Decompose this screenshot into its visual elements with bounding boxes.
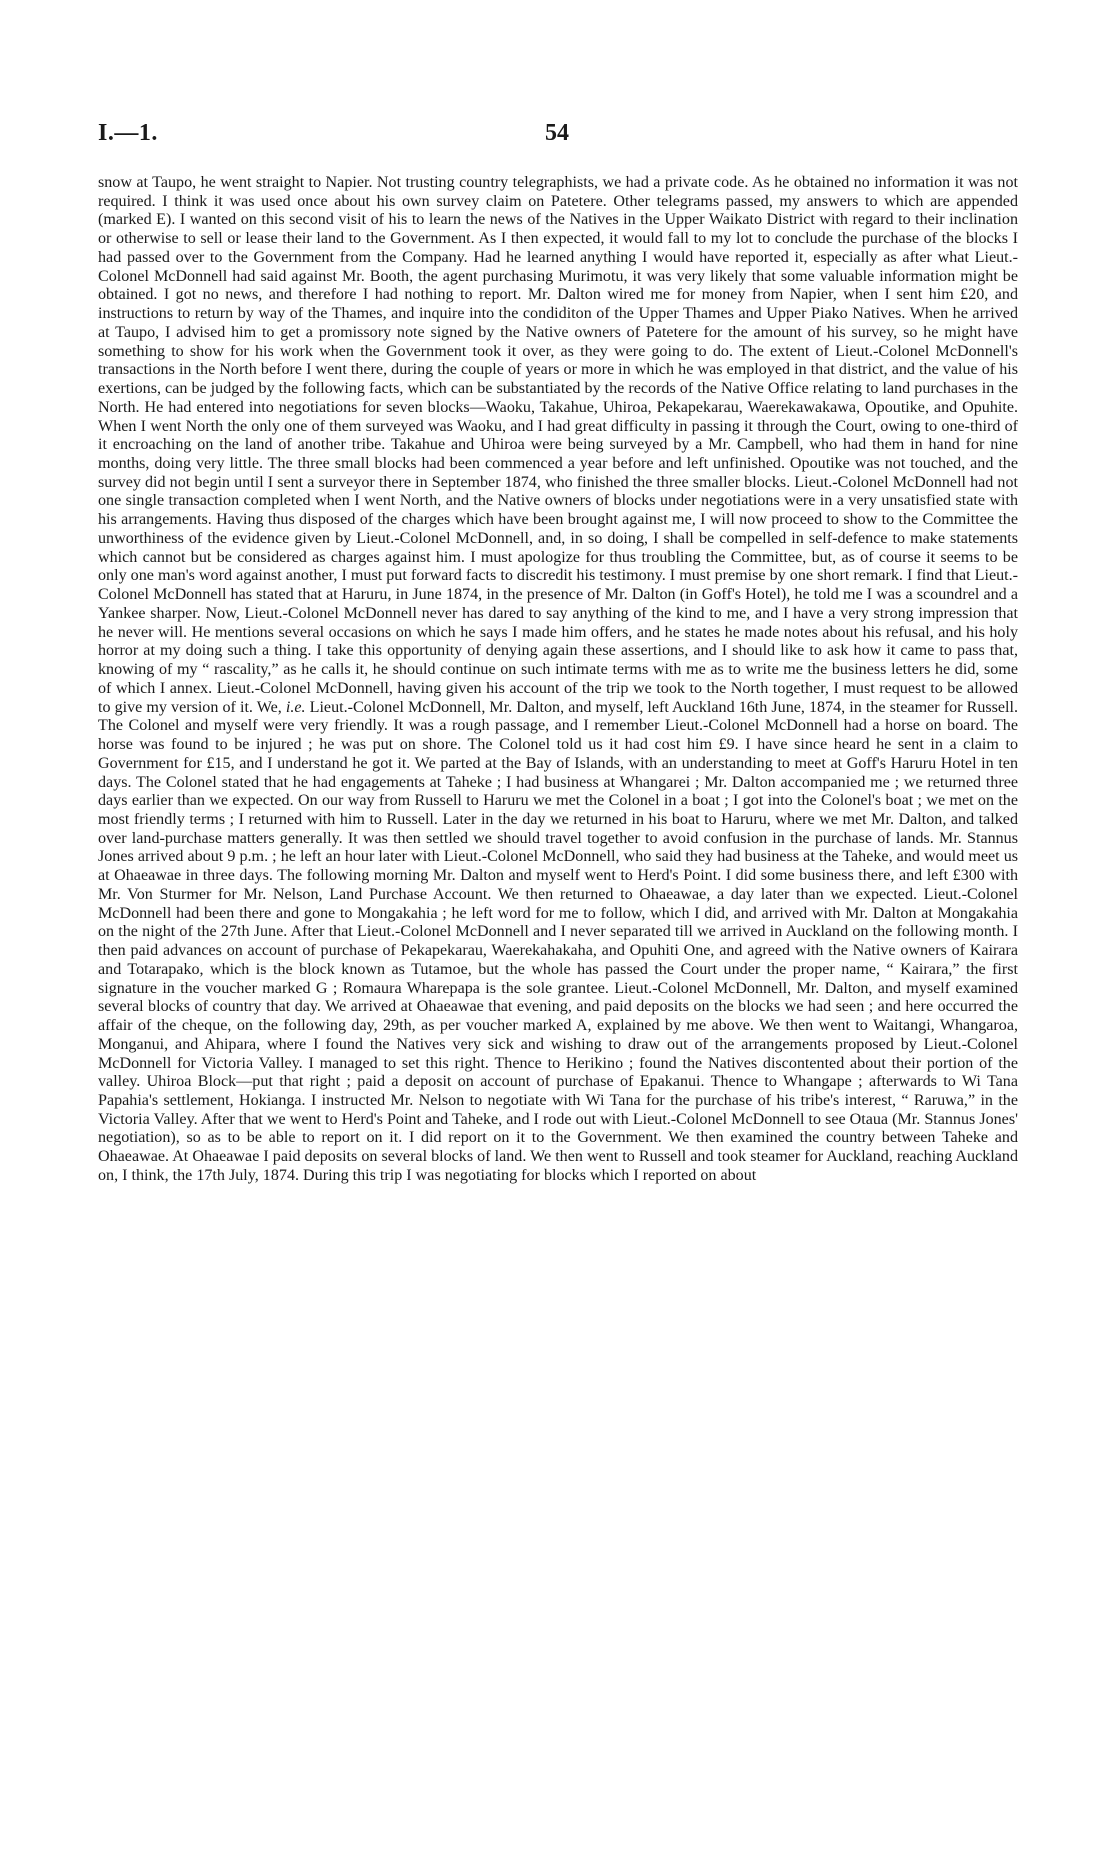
page-number: 54 (545, 120, 569, 146)
body-paragraph (98, 174, 1018, 1186)
body-text-part-2: Lieut.-Colonel McDonnell, Mr. Dalton, and myself, left Auckland 16th June, 1874, in the steamer for Russell. The Colonel and myself were very friendly. It was a rough passage, and I remember Lieut.-Colonel McDonnell had a horse on board. The horse was found to be injured ; he was put on shore. The Colonel told us it had cost him £9. I have since heard he sent in a claim to Government for £15, and I understand he got it. We parted at the Bay of Islands, with an understanding to meet at Goff's Haruru Hotel in ten days. The Colonel stated that he had engagements at Taheke ; I had business at Whangarei ; Mr. Dalton accompanied me ; we returned three days earlier than we expected. On our way from Russell to Haruru we met the Colonel in a boat ; I got into the Colonel's boat ; we met on the most friendly terms ; I returned with him to Russell. Later in the day we returned in his boat to Haruru, where we met Mr. Dalton, and talked over land-purchase matters generally. It was then settled we should travel together to avoid confusion in the purchase of lands. Mr. Stannus Jones arrived about 9 p.m. ; he left an hour later with Lieut.-Colonel McDonnell, who said they had business at the Taheke, and would meet us at Ohaeawae in three days. The following morning Mr. Dalton and myself went to Herd's Point. I did some business there, and left £300 with Mr. Von Sturmer for Mr. Nelson, Land Purchase Account. We then returned to Ohaeawae, a day later than we expected. Lieut.-Colonel McDonnell had been there and gone to Mongakahia ; he left word for me to follow, which I did, and arrived with Mr. Dalton at Mongakahia on the night of the 27th June. After that Lieut.-Colonel McDonnell and I never separated till we arrived in Auckland on the following month. I then paid advances on account of purchase of Pekapekarau, Waerekahakaha, and Opuhiti One, and agreed with the Native owners of Kairara and Totarapako, which is the block known as Tutamoe, but the whole has passed the Court under the proper name, “ Kairara,” the first signature in the voucher marked G ; Romaura Wharepapa is the sole grantee. Lieut.-Colonel McDonnell, Mr. Dalton, and myself examined several blocks of country that day. We arrived at Ohaeawae that evening, and paid deposits on the blocks we had seen ; and here occurred the affair of the cheque, on the following day, 29th, as per voucher marked A, explained by me above. We then went to Waitangi, Whangaroa, Monganui, and Ahipara, where I found the Natives very sick and wishing to draw out of the arrangements proposed by Lieut.-Colonel McDonnell for Victoria Valley. I managed to set this right. Thence to Herikino ; found the Natives discontented about their portion of the valley. Uhiroa Block—put that right ; paid a deposit on account of purchase of Epakanui. Thence to Whangape ; afterwards to Wi Tana Papahia's settlement, Hokianga. I instructed Mr. Nelson to negotiate with Wi Tana for the purchase of his tribe's interest, “ Raruwa,” in the Victoria Valley. After that we went to Herd's Point and Taheke, and I rode out with Lieut.-Colonel McDonnell to see Otaua (Mr. Stannus Jones' negotiation), so as to be able to report on it. I did report on it to the Government. We then examined the country between Taheke and Ohaeawae. At Ohaeawae I paid deposits on several blocks of land. We then went to Russell and took steamer for Auckland, reaching Auckland on, I think, the 17th July, 1874. During this trip I was negotiating for blocks which I reported on about (98, 698, 1019, 1184)
page-header (98, 120, 1016, 154)
body-text-part-1: snow at Taupo, he went straight to Napier. Not trusting country telegraphists, we had a private code. As he obtained no information it was not required. I think it was used once about his own survey claim on Patetere. Other telegrams passed, my answers to which are appended (marked E). I wanted on this second visit of his to learn the news of the Natives in the Upper Waikato District with regard to their inclination or otherwise to sell or lease their land to the Government. As I then expected, it would fall to my lot to conclude the purchase of the blocks I had passed over to the Government from the Company. Had he learned anything I would have reported it, especially as after what Lieut.-Colonel McDonnell had said against Mr. Booth, the agent purchasing Murimotu, it was very likely that some valuable information might be obtained. I got no news, and therefore I had nothing to report. Mr. Dalton wired me for money from Napier, when I sent him £20, and instructions to return by way of the Thames, and inquire into the condiditon of the Upper Thames and Upper Piako Natives. When he arrived at Taupo, I advised him to get a promissory note signed by the Native owners of Patetere for the amount of his survey, so he might have something to show for his work when the Government took it over, as they were going to do. The extent of Lieut.-Colonel McDonnell's transactions in the North before I went there, during the couple of years or more in which he was employed in that district, and the value of his exertions, can be judged by the following facts, which can be substantiated by the records of the Native Office relating to land purchases in the North. He had entered into negotiations for seven blocks—Waoku, Takahue, Uhiroa, Pekapekarau, Waerekawakawa, Opoutike, and Opuhite. When I went North the only one of them surveyed was Waoku, and I had great difficulty in passing it through the Court, owing to one-third of it encroaching on the land of another tribe. Takahue and Uhiroa were being surveyed by a Mr. Campbell, who had them in hand for nine months, doing very little. The three small blocks had been commenced a year before and left unfinished. Opoutike was not touched, and the survey did not begin until I sent a surveyor there in September 1874, who finished the three smaller blocks. Lieut.-Colonel McDonnell had not one single transaction completed when I went North, and the Native owners of blocks under negotiations were in a very unsatisfied state with his arrangements. Having thus disposed of the charges which have been brought against me, I will now proceed to show to the Committee the unworthiness of the evidence given by Lieut.-Colonel McDonnell, and, in so doing, I shall be compelled in self-defence to make statements which cannot but be considered as charges against him. I must apologize for thus troubling the Committee, but, as of course it seems to be only one man's word against another, I must put forward facts to discredit his testimony. I must premise by one short remark. I find that Lieut.-Colonel McDonnell has stated that at Haruru, in June 1874, in the presence of Mr. Dalton (in Goff's Hotel), he told me I was a scoundrel and a Yankee sharper. Now, Lieut.-Colonel McDonnell never has dared to say anything of the kind to me, and I have a very strong impression that he never will. He mentions several occasions on which he says I made him offers, and he states he made notes about his refusal, and his holy horror at my doing such a thing. I take this opportunity of denying again these assertions, and I should like to ask how it came to pass that, knowing of my “ rascality,” as he calls it, he should continue on such intimate terms with me as to write me the business letters he did, some of which I annex. Lieut.-Colonel McDonnell, having given his account of the trip we took to the North together, I must request to be allowed to give my version of it. We, (98, 174, 1018, 716)
body-text-italic-ie: i.e. (285, 698, 306, 716)
document-reference: I.—1. (98, 120, 158, 146)
